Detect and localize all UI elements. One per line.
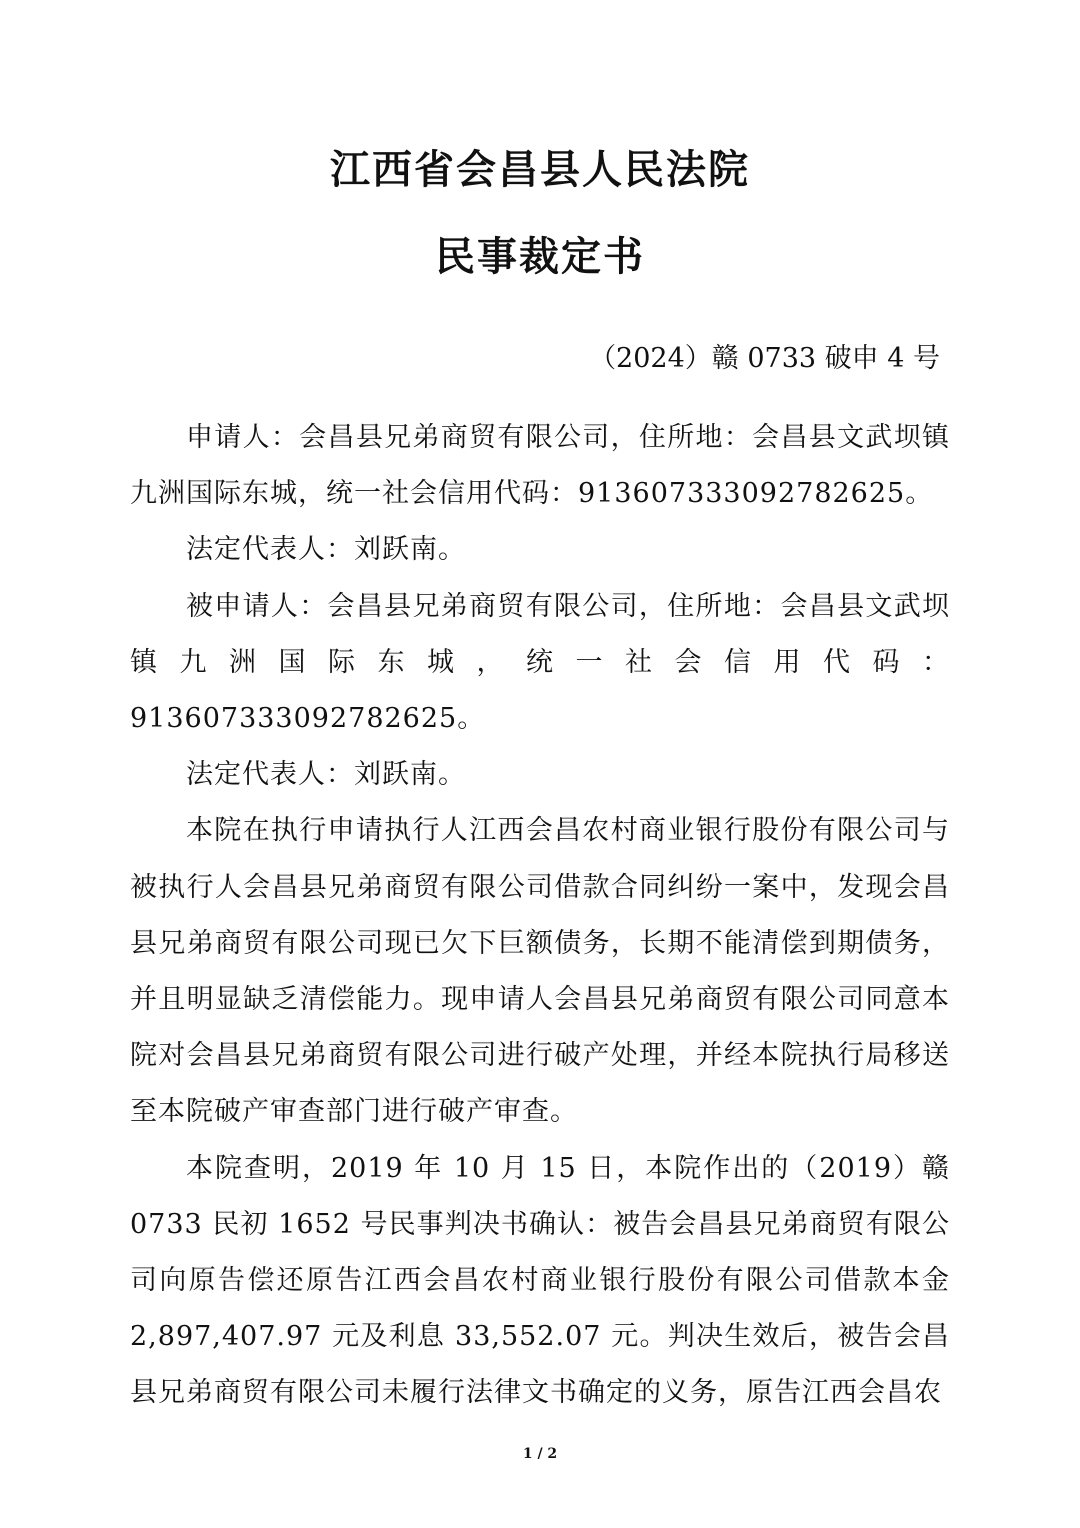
respondent-legal-rep-paragraph: 法定代表人：刘跃南。 <box>186 759 466 791</box>
applicant-paragraph: 申请人：会昌县兄弟商贸有限公司，住所地：会昌县文武坝镇九洲国际东城，统一社会信用代码：913607333092782625。 <box>130 422 950 510</box>
case-number: （2024）赣 0733 破申 4 号 <box>589 343 940 374</box>
document-type-title: 民事裁定书 <box>435 233 645 280</box>
page-number: 1 / 2 <box>522 1446 558 1462</box>
case-background-paragraph: 本院在执行申请执行人江西会昌农村商业银行股份有限公司与被执行人会昌县兄弟商贸有限公司借款合同纠纷一案中，发现会昌县兄弟商贸有限公司现已欠下巨额债务，长期不能清偿到期债务，并且明显缺乏清偿能力。现申请人会昌县兄弟商贸有限公司同意本院对会昌县兄弟商贸有限公司进行破产处理，并经本院执行局移送至本院破产审查部门进行破产审查。 <box>130 815 950 1128</box>
respondent-paragraph: 被申请人：会昌县兄弟商贸有限公司，住所地：会昌县文武坝镇九洲国际东城，统一社会信用代码：913607333092782625。 <box>130 590 950 735</box>
court-name-title: 江西省会昌县人民法院 <box>330 146 750 193</box>
court-findings-paragraph: 本院查明，2019 年 10 月 15 日，本院作出的（2019）赣 0733 民初 1652 号民事判决书确认：被告会昌县兄弟商贸有限公司向原告偿还原告江西会昌农村商业银行股份有限公司借款本金 2,897,407.97 元及利息 33,552.07 元。判决生效后，被告会昌县兄弟商贸有限公司未履行法律文书确定的义务，原告江西会昌农 <box>130 1152 950 1409</box>
document-body <box>130 410 950 1422</box>
applicant-legal-rep-paragraph: 法定代表人：刘跃南。 <box>186 534 466 566</box>
